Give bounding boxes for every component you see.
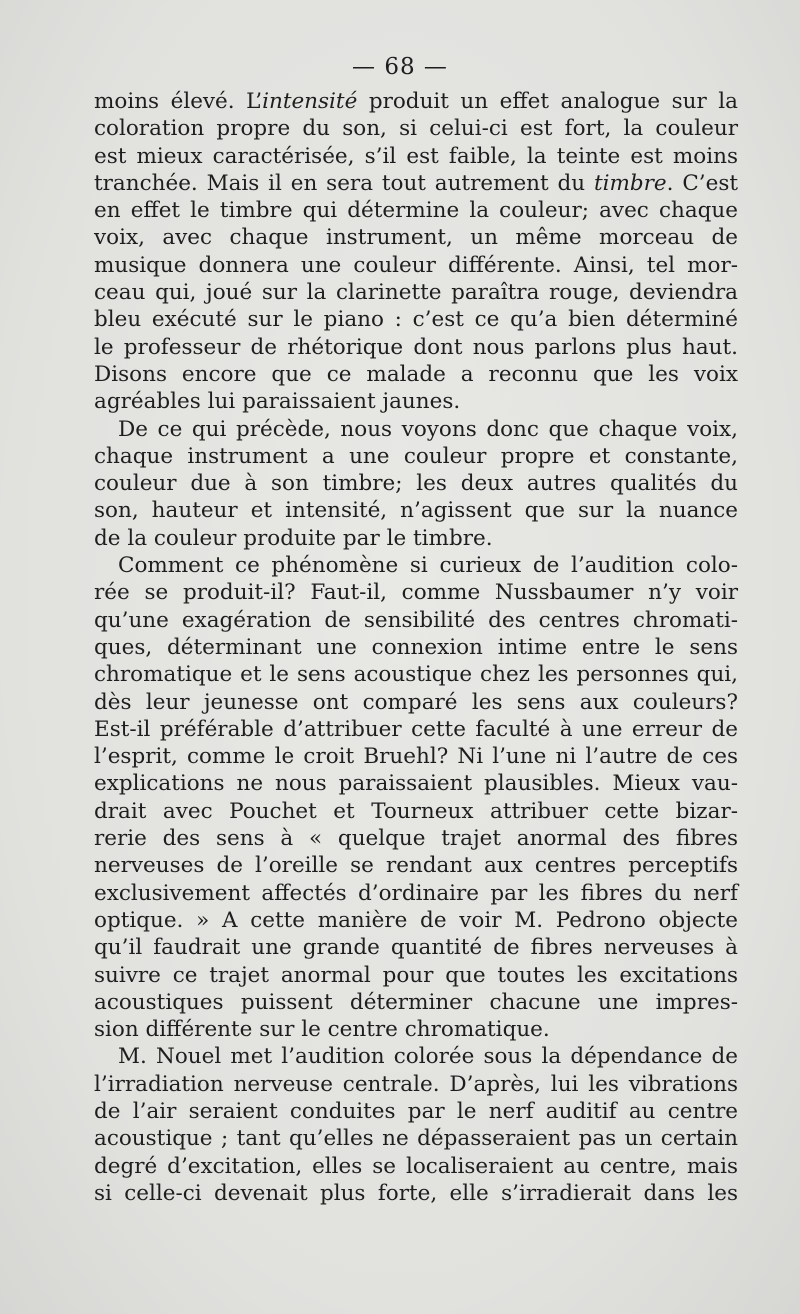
- text-line: de l’air seraient conduites par le nerf auditif au centre: [94, 1098, 738, 1124]
- text-line: chaque instrument a une couleur propre et constante,: [94, 443, 738, 469]
- text-line: sion différente sur le centre chromatique.: [94, 1017, 550, 1043]
- text-line: est mieux caractérisée, s’il est faible, la teinte est moins: [94, 143, 738, 169]
- text-line: moins élevé. L’intensité produit un effet analogue sur la: [94, 89, 738, 114]
- text-line: rée se produit-il? Faut-il, comme Nussbaumer n’y voir: [94, 580, 738, 606]
- body-text: [94, 88, 738, 1207]
- page-number: — 68 —: [352, 54, 448, 80]
- text-line: musique donnera une couleur différente. Ainsi, tel mor-: [94, 252, 738, 278]
- text-line: De ce qui précède, nous voyons donc que chaque voix,: [118, 416, 738, 442]
- text-line: en effet le timbre qui détermine la couleur; avec chaque: [94, 198, 738, 224]
- text-line: bleu exécuté sur le piano : c’est ce qu’a bien déterminé: [94, 307, 738, 333]
- text-line: Disons encore que ce malade a reconnu que les voix: [94, 361, 738, 387]
- text-line: Comment ce phénomène si curieux de l’audition colo-: [118, 553, 738, 579]
- text-line: le professeur de rhétorique dont nous parlons plus haut.: [94, 334, 738, 360]
- text-line: Est-il préférable d’attribuer cette faculté à une erreur de: [94, 716, 738, 742]
- text-line: tranchée. Mais il en sera tout autrement du timbre. C’est: [94, 170, 738, 196]
- text-line: de la couleur produite par le timbre.: [94, 525, 493, 551]
- text-line: coloration propre du son, si celui-ci est fort, la couleur: [94, 116, 738, 142]
- text-line: acoustiques puissent déterminer chacune une impres-: [94, 989, 738, 1015]
- text-line: exclusivement affectés d’ordinaire par les fibres du nerf: [94, 880, 738, 906]
- text-line: nerveuses de l’oreille se rendant aux centres perceptifs: [94, 853, 738, 879]
- text-line: ques, déterminant une connexion intime entre le sens: [94, 634, 738, 660]
- text-line: acoustique ; tant qu’elles ne dépasseraient pas un certain: [94, 1126, 738, 1152]
- text-line: dès leur jeunesse ont comparé les sens aux couleurs?: [94, 689, 738, 715]
- text-line: rerie des sens à « quelque trajet anormal des fibres: [94, 826, 738, 852]
- text-line: degré d’excitation, elles se localiseraient au centre, mais: [94, 1153, 738, 1179]
- text-line: suivre ce trajet anormal pour que toutes les excitations: [94, 962, 738, 988]
- text-line: drait avec Pouchet et Tourneux attribuer cette bizar-: [94, 798, 738, 824]
- text-line: qu’il faudrait une grande quantité de fibres nerveuses à: [94, 935, 738, 961]
- text-line: l’esprit, comme le croit Bruehl? Ni l’une ni l’autre de ces: [94, 744, 738, 770]
- text-line: son, hauteur et intensité, n’agissent que sur la nuance: [94, 498, 738, 524]
- text-line: qu’une exagération de sensibilité des centres chromati-: [94, 607, 738, 633]
- text-line: couleur due à son timbre; les deux autres qualités du: [94, 471, 738, 497]
- text-line: explications ne nous paraissaient plausibles. Mieux vau-: [94, 771, 738, 797]
- text-line: l’irradiation nerveuse centrale. D’après, lui les vibrations: [94, 1071, 738, 1097]
- text-line: agréables lui paraissaient jaunes.: [94, 389, 461, 415]
- text-line: ceau qui, joué sur la clarinette paraîtra rouge, deviendra: [94, 280, 738, 306]
- text-line: chromatique et le sens acoustique chez les personnes qui,: [94, 662, 738, 688]
- text-line: optique. » A cette manière de voir M. Pedrono objecte: [94, 907, 738, 933]
- text-line: si celle-ci devenait plus forte, elle s’irradierait dans les: [94, 1180, 738, 1206]
- text-line: M. Nouel met l’audition colorée sous la dépendance de: [118, 1044, 738, 1070]
- text-line: voix, avec chaque instrument, un même morceau de: [94, 225, 738, 251]
